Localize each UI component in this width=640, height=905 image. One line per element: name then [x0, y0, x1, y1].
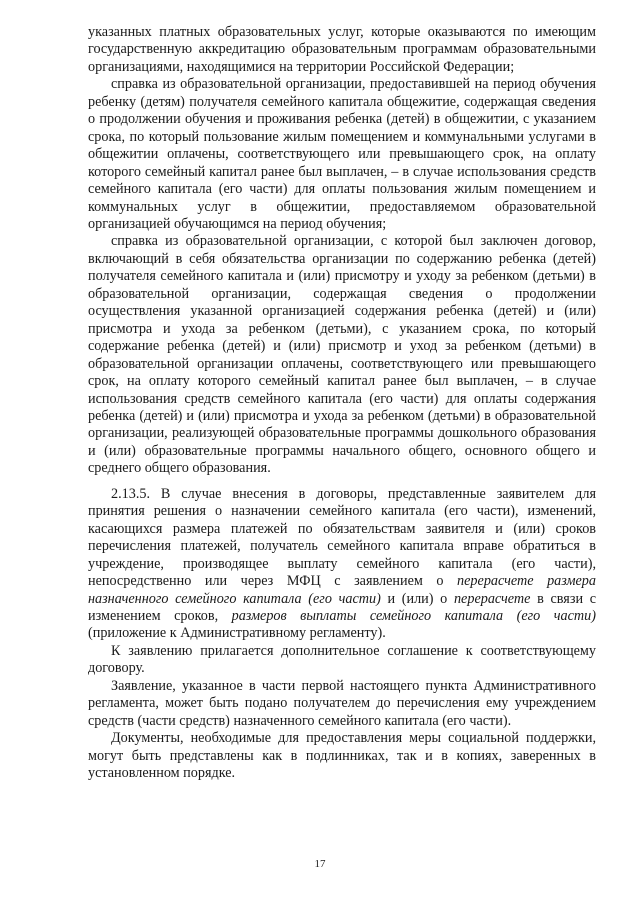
paragraph-clause-2-13-5 — [88, 486, 596, 643]
paragraph-supplementary-agreement: К заявлению прилагается дополнительное соглашение к соответствующему договору. — [88, 642, 596, 677]
paragraph-dormitory-certificate: справка из образовательной организации, предоставившей на период обучения ребенку (детям) получателя семейного капитала общежитие, содержащая сведения о продолжении обучения и проживания ребенка (детей) в общежитии, с указанием срока, по который пользование жилым помещением и коммунальными услугами в общежитии оплачены, соответствующего или превышающего срок, на оплату которого семейный капитал ранее был выплачен, – в случае использования средств семейного капитала (его части) для оплаты пользования жилым помещением и коммунальных услуг в общежитии, предоставляемом образовательной организацией обучающимся на период обучения; — [88, 76, 596, 232]
clause-text-c: в связи с изменением сроков, — [88, 590, 597, 624]
clause-text-a: 2.13.5. В случае внесения в договоры, представленные заявителем для принятия решения о назначении семейного капитала (его части), изменений, касающихся размера платежей по обязательствам заявителя и (или) сроков перечисления платежей, получатель семейного капитала вправе обратиться в учреждение, производящее выплату семейного капитала (его части), непосредственно или через МФЦ с заявлением о — [88, 485, 596, 590]
clause-text-b: и (или) о — [380, 590, 454, 607]
paragraph-application-timing: Заявление, указанное в части первой настоящего пункта Административного регламента, может быть подано получателем до перечисления ему учреждением средств (части средств) назначенного семейного капитала (его части). — [88, 677, 596, 729]
paragraph-childcare-certificate: справка из образовательной организации, с которой был заключен договор, включающий в себя обязательства организации по содержанию ребенка (детей) получателя семейного капитала и (или) присмотру и уходу за ребенком (детьми) в образовательной организации, содержащая сведения о продолжении осуществления указанной организацией содержания ребенка (детей) и (или) присмотра и ухода за ребенком (детьми), с указанием срока, по который содержание ребенка (детей) и (или) присмотр и уход за ребенком (детьми) в образовательной организации оплачены, соответствующего или превышающего срок, на оплату которого семейный капитал ранее был выплачен, – в случае использования средств семейного капитала (его части) для оплаты содержания ребенка (детей) и (или) присмотра и ухода за ребенком (детьми) в образовательной организации, реализующей образовательные программы дошкольного образования и (или) образовательные программы начального общего, основного общего и среднего общего образования. — [88, 233, 596, 477]
document-body — [88, 24, 596, 782]
clause-text-d: (приложение к Административному регламенту). — [88, 625, 386, 642]
paragraph-continuation: указанных платных образовательных услуг, которые оказываются по имеющим государственную аккредитацию образовательным программам образовательными организациями, находящимися на территории Российской Федерации; — [88, 24, 596, 75]
paragraph-documents-copies: Документы, необходимые для предоставления меры социальной поддержки, могут быть представлены как в подлинниках, так и в копиях, заверенных в установленном порядке. — [88, 730, 596, 782]
page-number: 17 — [314, 858, 326, 870]
clause-emphasis-recalculation-size: перерасчете размера назначенного семейного капитала (его части) — [88, 573, 596, 607]
clause-emphasis-payment-sizes: размеров выплаты семейного капитала (его части) — [231, 607, 596, 624]
clause-emphasis-recalculation: перерасчете — [453, 590, 531, 607]
